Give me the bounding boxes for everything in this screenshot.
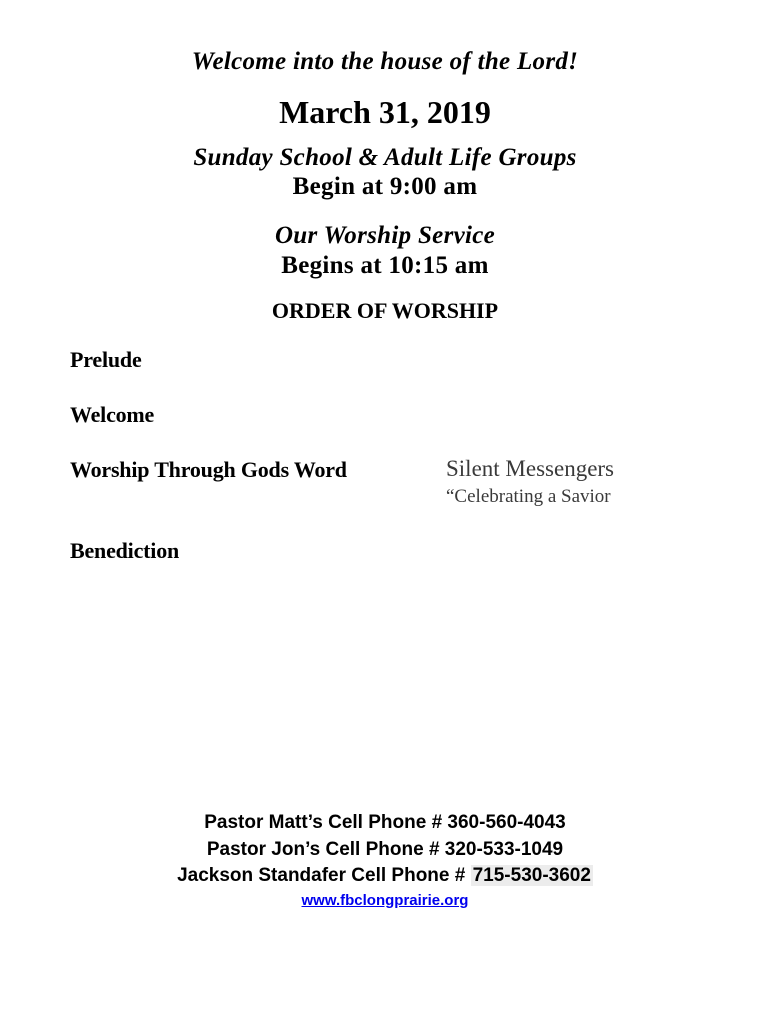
order-item-worship-through-word: Worship Through Gods Word: [70, 457, 347, 482]
welcome-heading: Welcome into the house of the Lord!: [191, 48, 579, 75]
order-item-welcome: Welcome: [70, 402, 155, 427]
order-item-benediction: Benediction: [70, 538, 180, 563]
order-item-prelude: Prelude: [70, 347, 142, 372]
pastor-matt-phone: 360-560-4043: [447, 812, 566, 833]
jackson-standafer-contact: [0, 865, 770, 887]
pastor-jon-contact: [0, 839, 770, 861]
sunday-school-title: Sunday School & Adult Life Groups: [193, 144, 577, 171]
sunday-school-time: Begin at 9:00 am: [292, 173, 478, 200]
jackson-standafer-phone: 715-530-3602: [472, 865, 591, 886]
church-website-link[interactable]: www.fbclongprairie.org: [301, 892, 469, 909]
message-title: “Celebrating a Savior: [446, 486, 611, 507]
worship-service-title: Our Worship Service: [274, 222, 496, 249]
messenger-name: Silent Messengers: [446, 456, 615, 481]
pastor-jon-label: Pastor Jon’s Cell Phone #: [206, 839, 445, 860]
worship-service-time: Begins at 10:15 am: [281, 252, 489, 279]
pastor-jon-phone: 320-533-1049: [444, 839, 564, 860]
service-date: March 31, 2019: [279, 94, 491, 130]
pastor-matt-contact: [0, 812, 770, 834]
order-of-worship-heading: ORDER OF WORSHIP: [271, 298, 499, 323]
pastor-matt-label: Pastor Matt’s Cell Phone #: [204, 812, 448, 833]
jackson-standafer-label: Jackson Standafer Cell Phone #: [177, 865, 471, 886]
